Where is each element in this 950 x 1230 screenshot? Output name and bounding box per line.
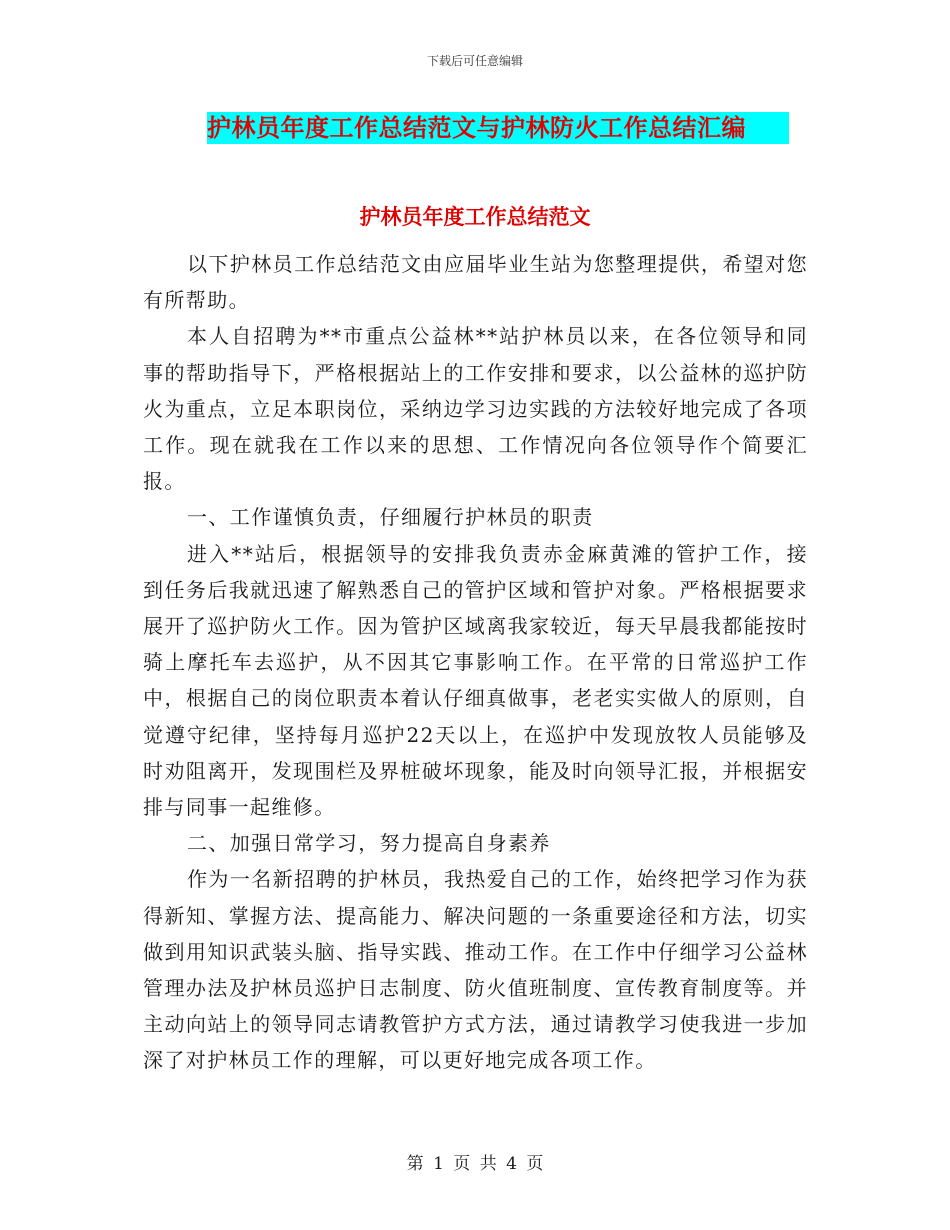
paragraph-duty: 进入**站后，根据领导的安排我负责赤金麻黄滩的管护工作，接到任务后我就迅速了解熟悉自己的管护区域和管护对象。严格根据要求展开了巡护防火工作。因为管护区域离我家较近，每天早晨我都能按时骑上摩托车去巡护，从不因其它事影响工作。在平常的日常巡护工作中，根据自己的岗位职责本着认仔细真做事，老老实实做人的原则，自觉遵守纪律，坚持每月巡护22天以上，在巡护中发现放牧人员能够及时劝阻离开，发现围栏及界桩破坏现象，能及时向领导汇报，并根据安排与同事一起维修。 [143, 541, 808, 820]
heading-duty: 一、工作谨慎负责，仔细履行护林员的职责 [187, 505, 594, 530]
main-title-highlight [207, 112, 789, 144]
paragraph-intro: 以下护林员工作总结范文由应届毕业生站为您整理提供，希望对您有所帮助。 [143, 252, 808, 313]
paragraph-overview: 本人自招聘为**市重点公益林**站护林员以来，在各位领导和同事的帮助指导下，严格根据站上的工作安排和要求，以公益林的巡护防火为重点，立足本职岗位，采纳边学习边实践的方法较好地完成了各项工作。现在就我在工作以来的思想、工作情况向各位领导作个简要汇报。 [143, 324, 808, 494]
paragraph-study: 作为一名新招聘的护林员，我热爱自己的工作，始终把学习作为获得新知、掌握方法、提高能力、解决问题的一条重要途径和方法，切实做到用知识武装头脑、指导实践、推动工作。在工作中仔细学习公益林管理办法及护林员巡护日志制度、防火值班制度、宣传教育制度等。并主动向站上的领导同志请教管护方式方法，通过请教学习使我进一步加深了对护林员工作的理解，可以更好地完成各项工作。 [143, 867, 808, 1073]
document-body [143, 246, 808, 1079]
page-header-note: 下载后可任意编辑 [426, 54, 523, 68]
main-title: 护林员年度工作总结范文与护林防火工作总结汇编 [207, 113, 746, 142]
page-number: 第 1 页 共 4 页 [406, 1154, 544, 1174]
heading-study: 二、加强日常学习，努力提高自身素养 [187, 831, 551, 856]
section-title: 护林员年度工作总结范文 [359, 204, 591, 229]
